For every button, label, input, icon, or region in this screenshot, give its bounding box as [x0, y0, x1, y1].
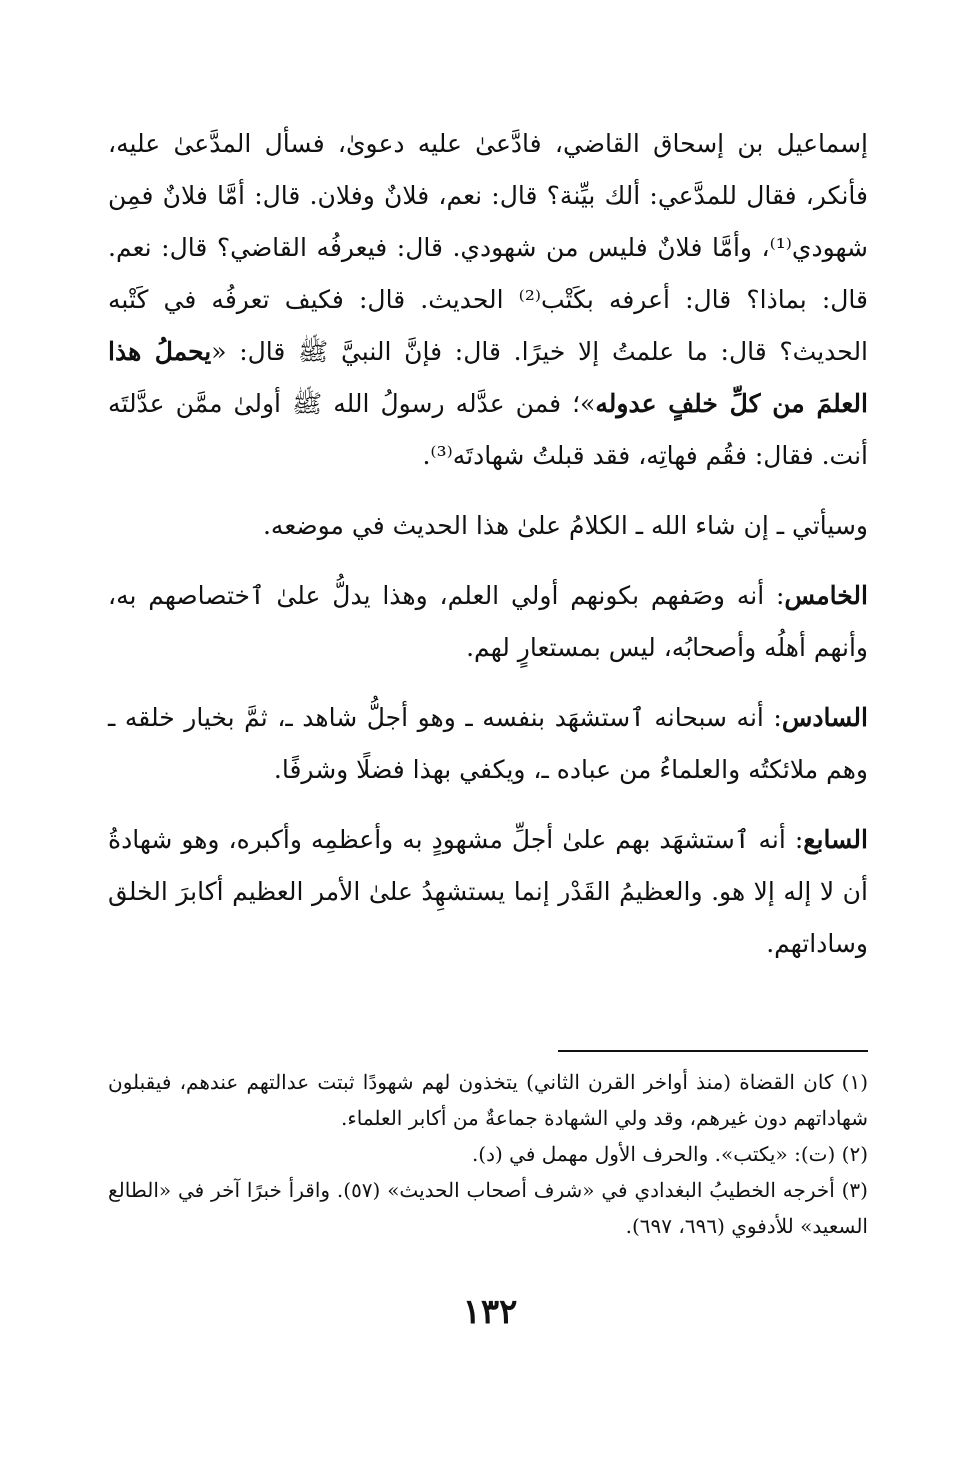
footnote-2: (٢) (ت): «يكتب». والحرف الأول مهمل في (د).	[471, 1142, 868, 1166]
paragraph-3-text: : أنه وصَفهم بكونهم أولي العلم، وهذا يدلُّ علىٰ ٱختصاصهم به، وأنهم أهلُه وأصحابُه، ليس بمستعارٍ لهم.	[108, 581, 868, 662]
heading-fifth: الخامس	[784, 581, 868, 610]
paragraph-4-text: : أنه سبحانه ٱستشهَد بنفسه ـ وهو أجلُّ شاهد ـ، ثمَّ بخيار خلقه ـ وهم ملائكتُه والعلماءُ من عباده ـ، ويكفي بهذا فضلًا وشرفًا.	[108, 703, 868, 784]
heading-seventh: السابع	[803, 825, 868, 854]
paragraph-1-text: إسماعيل بن إسحاق القاضي، فادَّعىٰ عليه دعوىٰ، فسأل المدَّعىٰ عليه، فأنكر، فقال للمدَّعي: ألك بيِّنة؟ قال: نعم، فلانٌ وفلان. قال: أمَّا فلانٌ فمِن شهودي⁽¹⁾، وأمَّا فلانٌ فليس من شهودي. قال: فيعرفُه القاضي؟ قال: نعم. قال: بماذا؟ قال: أعرفه بكَتْب⁽²⁾ الحديث. قال: فكيف تعرفُه في كَتْبه الحديث؟ قال: ما علمتُ إلا خيرًا. قال: فإنَّ النبيَّ ﷺ قال: «	[108, 129, 869, 366]
paragraph-2: وسيأتي ـ إن شاء الله ـ الكلامُ علىٰ هذا الحديث في موضعه.	[262, 511, 868, 540]
footnote-separator	[558, 1050, 868, 1052]
paragraph-5	[108, 814, 868, 970]
paragraph-1	[108, 118, 868, 482]
footnotes	[108, 1064, 868, 1244]
heading-sixth: السادس	[781, 703, 868, 732]
hadith-quote: يحملُ هذا العلمَ من كلِّ خلفٍ عدوله	[108, 337, 868, 418]
paragraph-3	[108, 570, 868, 674]
paragraph-1-end: »؛ فمن عدَّله رسولُ الله ﷺ أولىٰ ممَّن عدَّلتَه أنت. فقال: فقُم فهاتِه، فقد قبلتُ شهادتَه⁽³⁾.	[108, 389, 868, 470]
footnote-1: (١) كان القضاة (منذ أواخر القرن الثاني) يتخذون لهم شهودًا ثبتت عدالتهم عندهم، فيقبلون شهاداتهم دون غيرهم، وقد ولي الشهادة جماعةٌ من أكابر العلماء.	[108, 1070, 868, 1130]
page-number: ١٣٢	[462, 1292, 518, 1332]
paragraph-4	[108, 692, 868, 796]
paragraph-5-text: : أنه ٱستشهَد بهم علىٰ أجلِّ مشهودٍ به وأعظمِه وأكبره، وهو شهادةُ أن لا إله إلا هو. والعظيمُ القَدْر إنما يستشهِدُ علىٰ الأمر العظيم أكابرَ الخلق وساداتهم.	[108, 825, 868, 958]
main-text	[108, 118, 868, 970]
footnote-3: (٣) أخرجه الخطيبُ البغدادي في «شرف أصحاب الحديث» (٥٧). واقرأ خبرًا آخر في «الطالع السعيد» للأدفوي (٦٩٦، ٦٩٧).	[108, 1178, 868, 1238]
